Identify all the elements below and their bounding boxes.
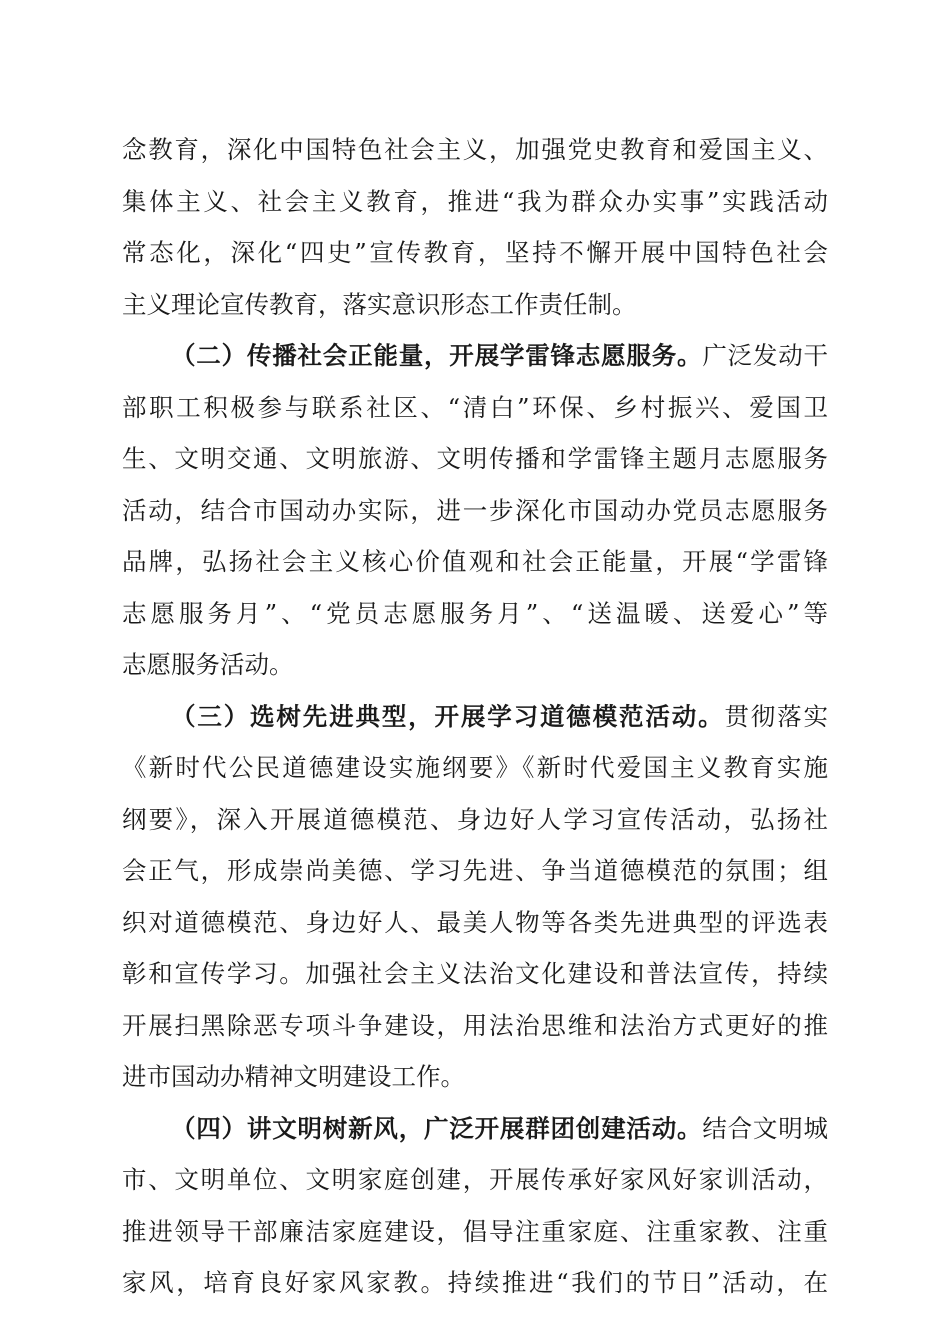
body-line: 家风，培育良好家风家教。持续推进“我们的节日”活动，在 — [122, 1268, 828, 1297]
body-text: 广泛发动干 — [702, 341, 829, 370]
body-line: 推进领导干部廉洁家庭建设，倡导注重家庭、注重家教、注重 — [122, 1216, 828, 1246]
body-text: 贯彻落实 — [724, 701, 828, 731]
body-line: 进市国动办精神文明建设工作。 — [122, 1062, 465, 1091]
body-line: 主义理论宣传教育，落实意识形态工作责任制。 — [122, 289, 637, 319]
body-line: 常态化，深化“四史”宣传教育，坚持不懈开展中国特色社会 — [122, 238, 828, 267]
body-line: 集体主义、社会主义教育，推进“我为群众办实事”实践活动 — [122, 186, 828, 216]
body-text: 结合文明城 — [702, 1113, 829, 1143]
section-heading: （三）选树先进典型，开展学习道德模范活动。 — [171, 701, 725, 731]
body-line: 开展扫黑除恶专项斗争建设，用法治思维和法治方式更好的推 — [122, 1010, 828, 1040]
paragraph-first-line — [122, 1103, 828, 1155]
body-line: 市、文明单位、文明家庭创建，开展传承好家风好家训活动， — [122, 1165, 828, 1194]
body-line: 活动，结合市国动办实际，进一步深化市国动办党员志愿服务 — [122, 495, 828, 525]
paragraph-first-line — [122, 330, 828, 382]
body-line: 念教育，深化中国特色社会主义，加强党史教育和爱国主义、 — [122, 135, 828, 164]
body-line: 《新时代公民道德建设实施纲要》《新时代爱国主义教育实施 — [122, 753, 828, 782]
body-line: 志愿服务活动。 — [122, 650, 294, 679]
document-body — [122, 124, 828, 1309]
section-heading: （二）传播社会正能量，开展学雷锋志愿服务。 — [171, 341, 703, 370]
body-line: 会正气，形成崇尚美德、学习先进、争当道德模范的氛围；组 — [122, 856, 828, 885]
section-heading: （四）讲文明树新风，广泛开展群团创建活动。 — [171, 1113, 703, 1143]
body-line: 织对道德模范、身边好人、最美人物等各类先进典型的评选表 — [122, 907, 828, 937]
body-line: 彰和宣传学习。加强社会主义法治文化建设和普法宣传，持续 — [122, 959, 828, 988]
body-line: 品牌，弘扬社会主义核心价值观和社会正能量，开展“学雷锋 — [122, 547, 828, 576]
paragraph-first-line — [122, 691, 828, 743]
body-line: 志愿服务月”、“党员志愿服务月”、“送温暖、送爱心”等 — [122, 598, 828, 628]
body-line: 生、文明交通、文明旅游、文明传播和学雷锋主题月志愿服务 — [122, 444, 828, 473]
body-line: 纲要》，深入开展道德模范、身边好人学习宣传活动，弘扬社 — [122, 804, 828, 834]
body-line: 部职工积极参与联系社区、“清白”环保、乡村振兴、爱国卫 — [122, 392, 828, 422]
